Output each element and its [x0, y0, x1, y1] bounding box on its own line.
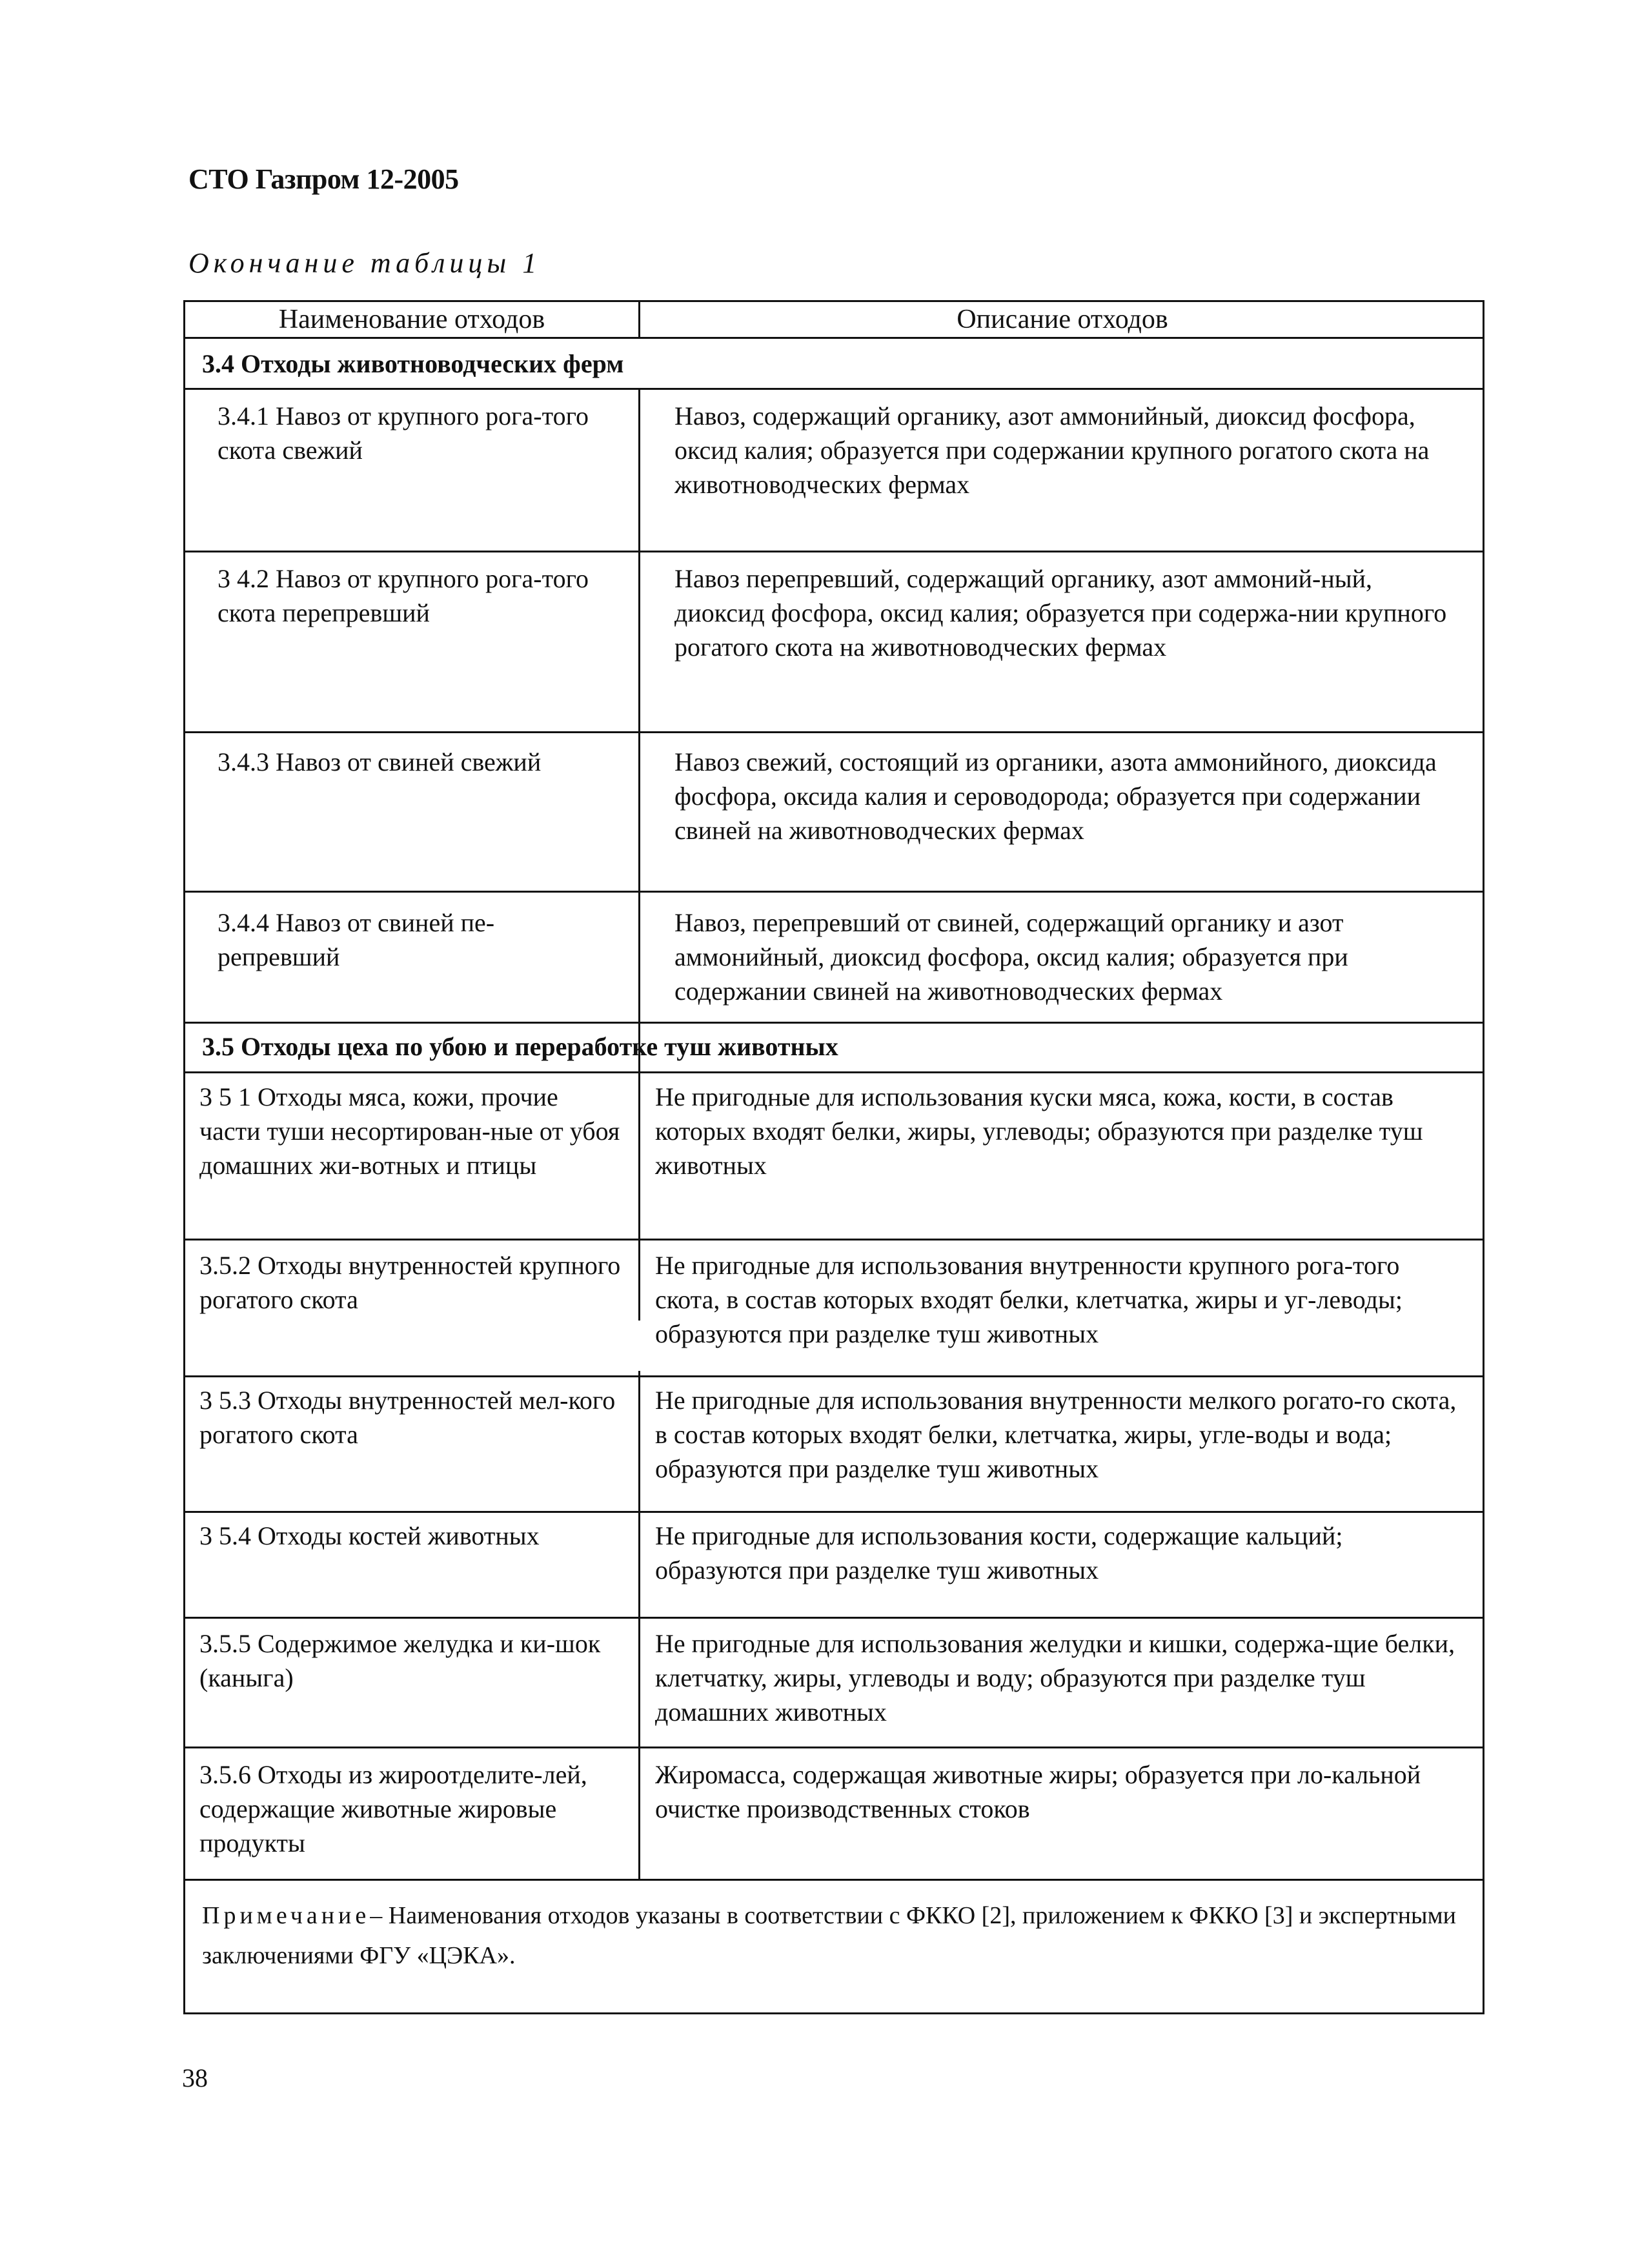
table-row-description: Навоз перепревший, содержащий органику, азот аммоний-ный, диоксид фосфора, оксид калия; образуется при содержа-нии крупного рогатого скота на животноводческих фермах — [674, 564, 1447, 662]
row-divider — [185, 1239, 1483, 1240]
table-row-description: Жиромасса, содержащая животные жиры; образуется при ло-кальной очистке производственных стоков — [655, 1760, 1421, 1823]
table-row-description: Не пригодные для использования куски мяса, кожа, кости, в состав которых входят белки, жиры, углеводы; образуются при разделке туш животных — [655, 1082, 1423, 1180]
row-divider — [185, 551, 1483, 552]
header-divider — [185, 337, 1483, 339]
column-divider — [638, 1371, 640, 1879]
table-row-name: 3.4.3 Навоз от свиней свежий — [218, 747, 542, 776]
column-header-description: Описание отходов — [957, 305, 1168, 334]
row-divider — [185, 1071, 1483, 1073]
table-row-name: 3.4.4 Навоз от свиней пе-репревший — [218, 908, 495, 971]
table-row-name: 3 4.2 Навоз от крупного рога-того скота перепревший — [218, 564, 589, 627]
row-divider — [185, 1511, 1483, 1513]
table-row-name: 3.4.1 Навоз от крупного рога-того скота свежий — [218, 401, 589, 465]
row-divider — [185, 1617, 1483, 1619]
row-divider — [185, 731, 1483, 733]
column-header-name: Наименование отходов — [278, 305, 545, 334]
table-row-description: Не пригодные для использования желудки и кишки, содержа-щие белки, клетчатку, жиры, углеводы и воду; образуются при разделке туш домашних животных — [655, 1629, 1455, 1726]
section-title: 3.5 Отходы цеха по убою и переработке туш животных — [202, 1032, 838, 1061]
table-row-name: 3 5.3 Отходы внутренностей мел-кого рогатого скота — [199, 1386, 616, 1449]
table-row-description: Не пригодные для использования кости, содержащие кальций; образуются при разделке туш животных — [655, 1521, 1343, 1585]
table-row-description: Навоз свежий, состоящий из органики, азота аммонийного, диоксида фосфора, оксида калия и сероводорода; образуется при содержании свиней на животноводческих фермах — [674, 747, 1437, 845]
table-row-description: Не пригодные для использования внутренности мелкого рогато-го скота, в состав которых входят белки, клетчатка, жиры, угле-воды и вода; образуются при разделке туш животных — [655, 1386, 1457, 1483]
waste-table — [183, 300, 1484, 2014]
row-divider — [185, 1375, 1483, 1377]
note-label: Примечание — [202, 1902, 370, 1929]
table-row-name: 3.5.6 Отходы из жироотделите-лей, содержащие животные жировые продукты — [199, 1760, 587, 1858]
table-row-description: Навоз, содержащий органику, азот аммонийный, диоксид фосфора, оксид калия; образуется при содержании крупного рогатого скота на животноводческих фермах — [674, 401, 1430, 499]
row-divider — [185, 388, 1483, 390]
note-text: – Наименования отходов указаны в соответствии с ФККО [2], приложением к ФККО [3] и экспертными заключениями ФГУ «ЦЭКА». — [202, 1902, 1456, 1969]
table-row-name: 3.5.5 Содержимое желудка и ки-шок (каныга) — [199, 1629, 601, 1692]
row-divider — [185, 891, 1483, 893]
table-caption: Окончание таблицы 1 — [188, 247, 542, 279]
column-divider — [638, 388, 640, 1321]
row-divider — [185, 1747, 1483, 1748]
row-divider — [185, 1022, 1483, 1024]
table-row-name: 3 5.4 Отходы костей животных — [199, 1521, 540, 1550]
table-row-name: 3 5 1 Отходы мяса, кожи, прочие части туши несортирован-ные от убоя домашних жи-вотных и птицы — [199, 1082, 620, 1180]
table-note — [202, 1896, 1467, 1976]
section-title: 3.4 Отходы животноводческих ферм — [202, 349, 624, 378]
document-code: СТО Газпром 12-2005 — [188, 163, 459, 195]
table-row-description: Навоз, перепревший от свиней, содержащий органику и азот аммонийный, диоксид фосфора, оксид калия; образуется при содержании свиней на животноводческих фермах — [674, 908, 1348, 1006]
row-divider — [185, 1879, 1483, 1881]
table-row-name: 3.5.2 Отходы внутренностей крупного рогатого скота — [199, 1251, 621, 1314]
page-number: 38 — [182, 2063, 208, 2092]
table-row-description: Не пригодные для использования внутренности крупного рога-того скота, в состав которых входят белки, клетчатка, жиры и уг-леводы; образуются при разделке туш животных — [655, 1251, 1403, 1348]
